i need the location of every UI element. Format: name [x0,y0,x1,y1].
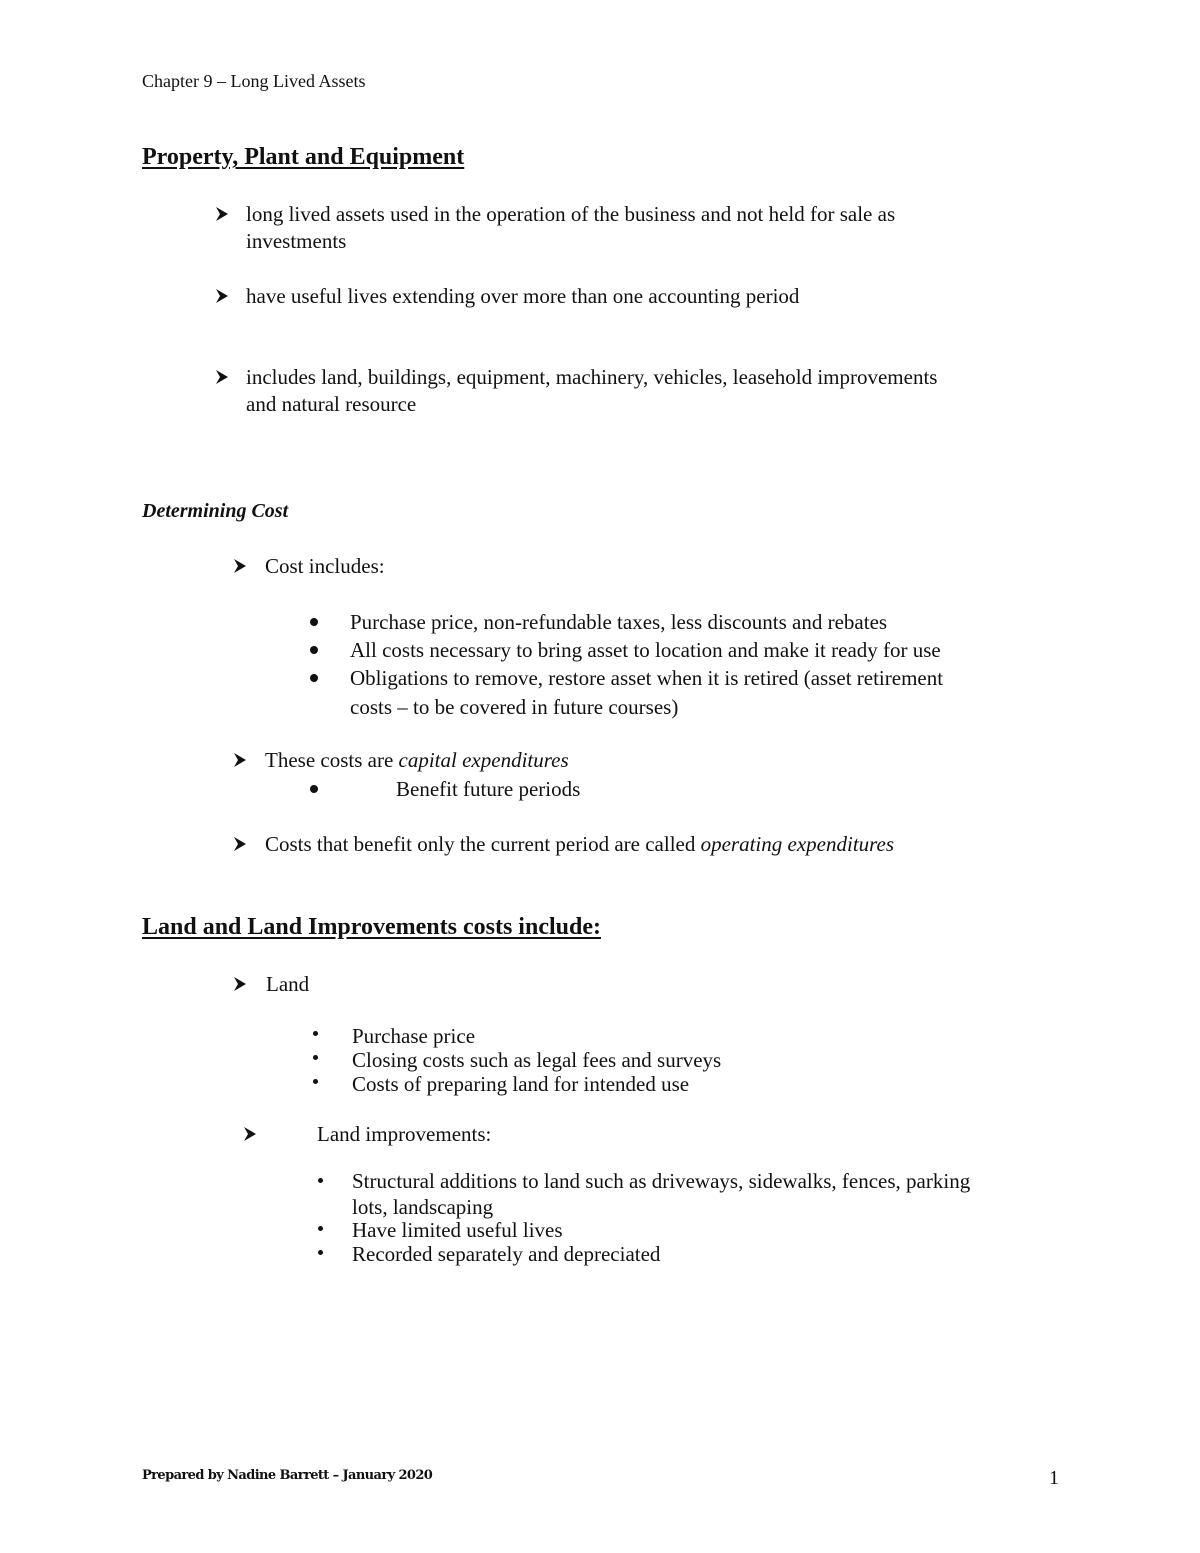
arrow-bullet-icon [233,976,247,992]
ppe-bullet-1-line2: investments [246,229,347,253]
improvement-item-2: Have limited useful lives [352,1218,563,1242]
capital-prefix: These costs are [265,748,399,772]
dot-bullet-icon [310,785,318,793]
arrow-bullet-icon [233,752,247,768]
small-bullet-icon [313,1031,318,1036]
small-bullet-icon [318,1178,323,1183]
ppe-bullet-3-line1: includes land, buildings, equipment, machinery, vehicles, leasehold improvements [246,365,938,389]
page-number: 1 [1049,1467,1059,1489]
capital-term: capital expenditures [398,748,569,772]
arrow-bullet-icon [243,1126,257,1142]
small-bullet-icon [318,1226,323,1231]
capital-expenditures-line [265,747,569,774]
chapter-header: Chapter 9 – Long Lived Assets [142,71,366,91]
dot-bullet-icon [310,618,318,626]
arrow-bullet-icon [215,206,229,222]
land-item-2: Closing costs such as legal fees and surveys [352,1048,722,1072]
land-item-3: Costs of preparing land for intended use [352,1072,690,1096]
small-bullet-icon [318,1250,323,1255]
ppe-bullet-3-line2: and natural resource [246,392,417,416]
improvement-item-3: Recorded separately and depreciated [352,1242,661,1266]
improvement-item-1-line2: lots, landscaping [352,1195,494,1219]
ppe-bullet-1-line1: long lived assets used in the operation of the business and not held for sale as [246,202,896,226]
improvement-item-1-line1: Structural additions to land such as driveways, sidewalks, fences, parking [352,1169,971,1193]
footer-prepared-by: Prepared by Nadine Barrett – January 2020 [142,1468,433,1483]
dot-bullet-icon [310,674,318,682]
arrow-bullet-icon [215,288,229,304]
arrow-bullet-icon [215,369,229,385]
section-title-land: Land and Land Improvements costs include: [142,914,601,940]
land-label: Land [266,972,310,996]
cost-item-3-line2: costs – to be covered in future courses) [350,695,679,719]
arrow-bullet-icon [233,836,247,852]
cost-item-2: All costs necessary to bring asset to location and make it ready for use [350,638,941,662]
small-bullet-icon [313,1055,318,1060]
section-title-determining-cost: Determining Cost [142,500,289,522]
cost-includes-label: Cost includes: [265,554,385,578]
cost-item-1: Purchase price, non-refundable taxes, less discounts and rebates [350,610,888,634]
cost-item-3-line1: Obligations to remove, restore asset when it is retired (asset retirement [350,666,944,690]
dot-bullet-icon [310,646,318,654]
section-title-ppe: Property, Plant and Equipment [142,144,465,170]
land-item-1: Purchase price [352,1024,476,1048]
capital-sub-item: Benefit future periods [396,777,581,801]
arrow-bullet-icon [233,558,247,574]
operating-expenditures-line [265,831,894,858]
land-improvements-label: Land improvements: [317,1122,492,1146]
small-bullet-icon [313,1079,318,1084]
operating-term: operating expenditures [700,832,895,856]
ppe-bullet-2: have useful lives extending over more than one accounting period [246,284,800,308]
operating-prefix: Costs that benefit only the current period are called [265,832,701,856]
